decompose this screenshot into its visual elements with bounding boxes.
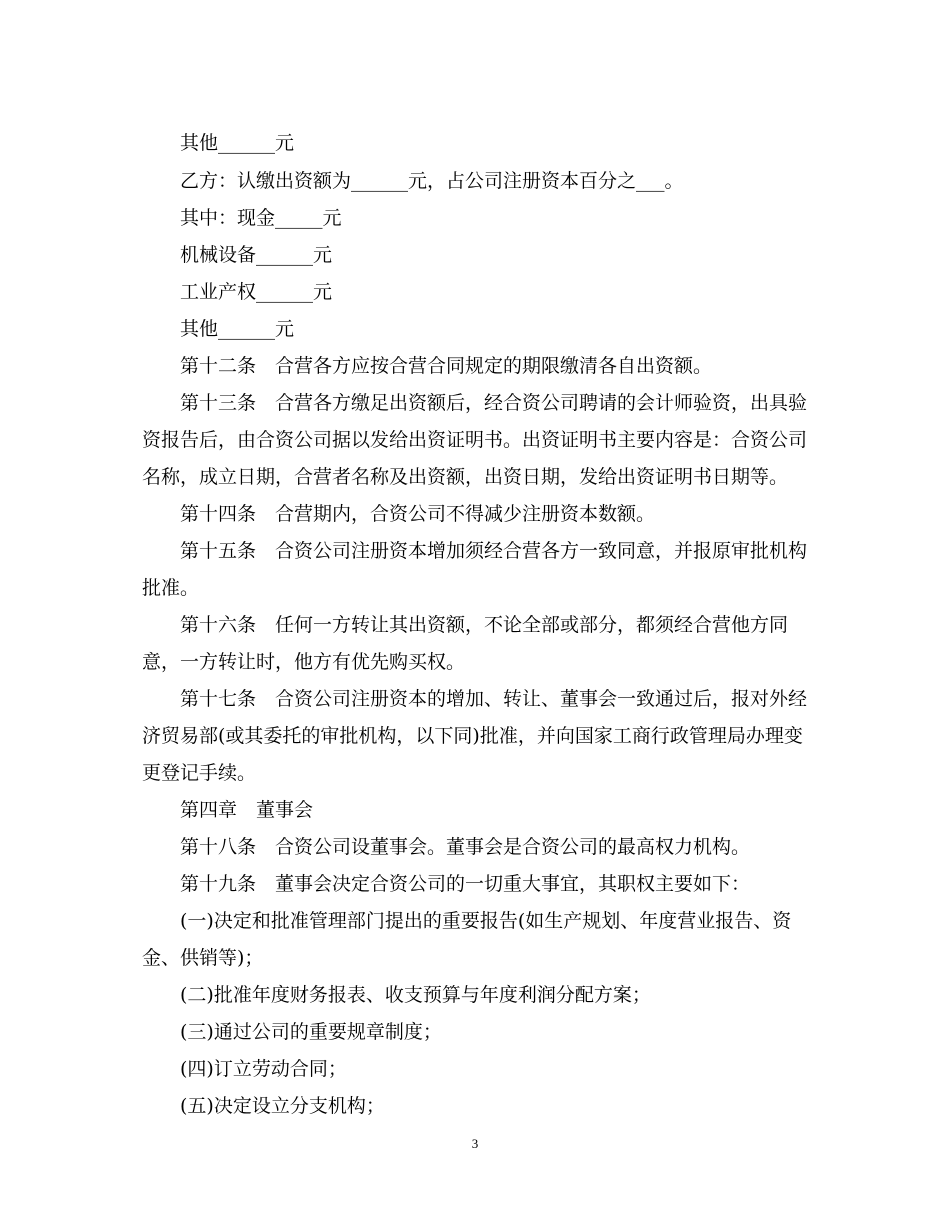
paragraph-line: 批准。 <box>142 577 200 599</box>
list-item: (一)决定和批准管理部门提出的重要报告(如生产规划、年度营业报告、资 <box>180 910 792 932</box>
paragraph-line: 其他______元 <box>180 318 295 340</box>
article-14: 第十四条 合营期内，合资公司不得减少注册资本数额。 <box>180 503 656 525</box>
article-19: 第十九条 董事会决定合资公司的一切重大事宜，其职权主要如下： <box>180 873 751 895</box>
paragraph-line: 济贸易部(或其委托的审批机构，以下同)批准，并向国家工商行政管理局办理变 <box>142 725 803 747</box>
paragraph-line: 工业产权______元 <box>180 281 333 303</box>
paragraph-line: 名称，成立日期，合营者名称及出资额，出资日期，发给出资证明书日期等。 <box>142 466 789 488</box>
article-15: 第十五条 合资公司注册资本增加须经合营各方一致同意，并报原审批机构 <box>180 540 808 562</box>
paragraph-line: 意，一方转让时，他方有优先购买权。 <box>142 651 466 673</box>
list-item: (五)决定设立分支机构； <box>180 1095 385 1117</box>
article-18: 第十八条 合资公司设董事会。董事会是合资公司的最高权力机构。 <box>180 836 751 858</box>
list-item: (四)订立劳动合同； <box>180 1058 347 1080</box>
paragraph-line: 其他______元 <box>180 132 295 154</box>
page-number: 3 <box>471 1136 479 1151</box>
article-12: 第十二条 合营各方应按合营合同规定的期限缴清各自出资额。 <box>180 355 713 377</box>
article-17: 第十七条 合资公司注册资本的增加、转让、董事会一致通过后，报对外经 <box>180 688 808 710</box>
paragraph-line: 乙方：认缴出资额为______元，占公司注册资本百分之___。 <box>180 170 684 192</box>
paragraph-line: 金、供销等)； <box>142 947 264 969</box>
paragraph-line: 更登记手续。 <box>142 762 257 784</box>
paragraph-line: 资报告后，由合资公司据以发给出资证明书。出资证明书主要内容是：合资公司 <box>142 429 808 451</box>
paragraph-line: 其中：现金_____元 <box>180 207 342 229</box>
chapter-heading: 第四章 董事会 <box>180 799 314 821</box>
list-item: (二)批准年度财务报表、收支预算与年度利润分配方案； <box>180 984 651 1006</box>
paragraph-line: 机械设备______元 <box>180 244 333 266</box>
list-item: (三)通过公司的重要规章制度； <box>180 1021 442 1043</box>
article-13: 第十三条 合营各方缴足出资额后，经合资公司聘请的会计师验资，出具验 <box>180 392 808 414</box>
article-16: 第十六条 任何一方转让其出资额，不论全部或部分，都须经合营他方同 <box>180 614 789 636</box>
